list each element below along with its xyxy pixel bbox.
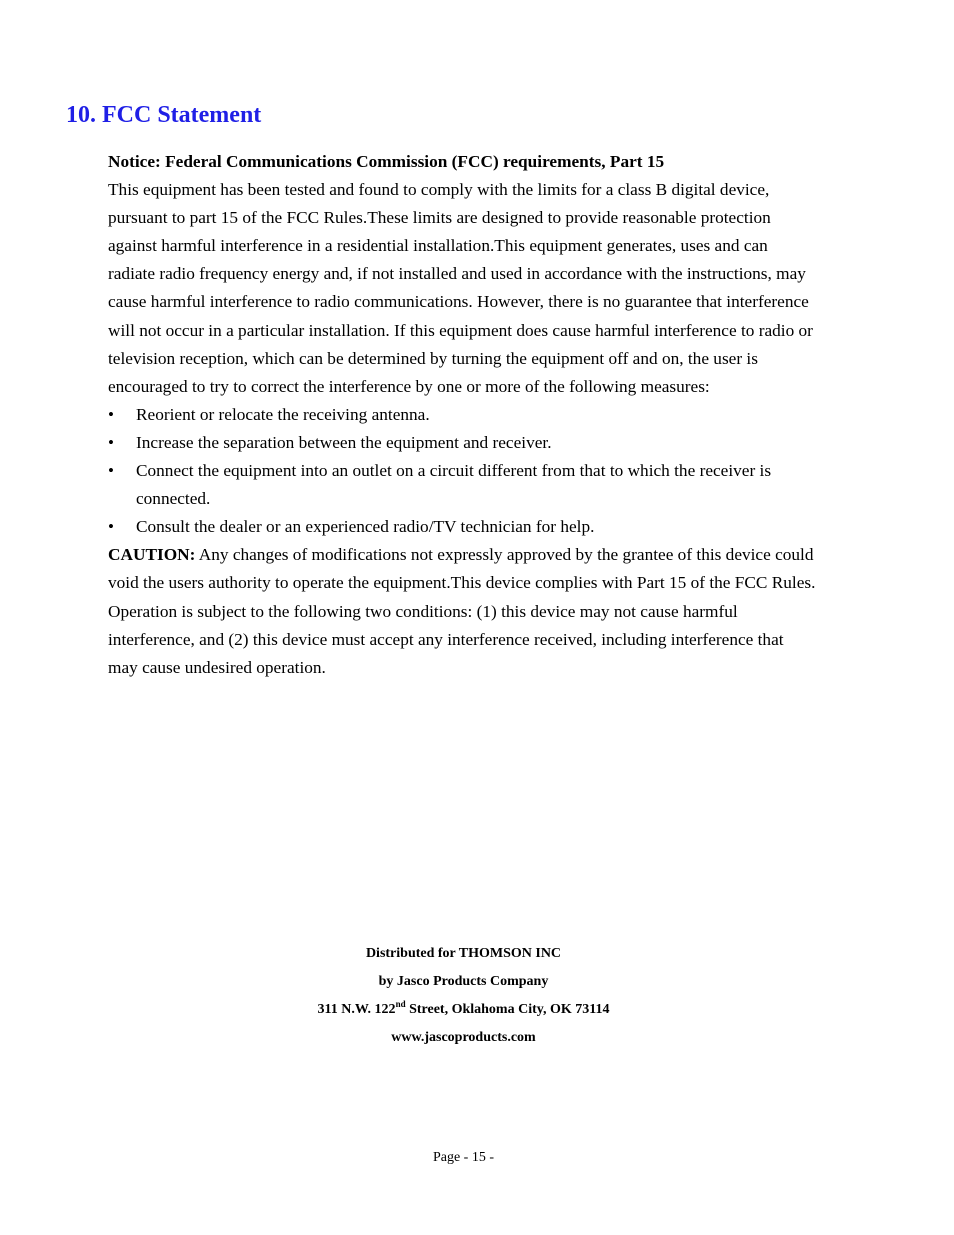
distributor-footer (0, 940, 927, 1052)
address-street-number: 311 N.W. 122 (317, 1002, 396, 1017)
caution-text: Any changes of modifications not expressly approved by the grantee of this device could (195, 545, 814, 565)
caution-line: may cause undesired operation. (108, 657, 326, 677)
intro-paragraph (108, 176, 868, 401)
caution-line: Operation is subject to the following two conditions: (1) this device may not cause harmful (108, 601, 738, 621)
distributed-for: Distributed for THOMSON INC (365, 946, 562, 961)
address-city: Street, Oklahoma City, OK 73114 (405, 1002, 610, 1017)
intro-line: radiate radio frequency energy and, if not installed and used in accordance with the instructions, may (108, 264, 806, 284)
list-item-text: Reorient or relocate the receiving antenna. (136, 404, 430, 424)
bullet-icon: • (108, 461, 114, 481)
measures-list (108, 401, 868, 541)
address-ordinal: nd (395, 999, 406, 1009)
intro-line: encouraged to try to correct the interference by one or more of the following measures: (108, 376, 710, 396)
bullet-icon: • (108, 432, 114, 452)
bullet-icon: • (108, 404, 114, 424)
intro-line: cause harmful interference to radio communications. However, there is no guarantee that interference (108, 292, 809, 312)
list-item (108, 401, 868, 429)
caution-line: void the users authority to operate the equipment.This device complies with Part 15 of the FCC Rules. (108, 573, 816, 593)
caution-first-line (108, 541, 868, 569)
bullet-icon: • (108, 517, 114, 537)
notice-title: Notice: Federal Communications Commission (FCC) requirements, Part 15 (108, 152, 665, 171)
list-item-text: Connect the equipment into an outlet on a circuit different from that to which the receiver is (136, 461, 772, 481)
list-item (108, 457, 868, 513)
list-item (108, 429, 868, 457)
caution-label: CAUTION: (108, 545, 196, 565)
fcc-statement-body (108, 148, 868, 682)
list-item (108, 513, 868, 541)
list-item-text: Consult the dealer or an experienced radio/TV technician for help. (136, 517, 595, 537)
intro-line: will not occur in a particular installation. If this equipment does cause harmful interference to radio or (108, 320, 813, 340)
company-website: www.jascoproducts.com (391, 1030, 536, 1045)
intro-line: pursuant to part 15 of the FCC Rules.These limits are designed to provide reasonable protection (108, 208, 771, 228)
caution-paragraph (108, 541, 868, 681)
section-heading: 10. FCC Statement (66, 102, 262, 128)
list-item-text: Increase the separation between the equipment and receiver. (136, 432, 552, 452)
intro-line: This equipment has been tested and found to comply with the limits for a class B digital device, (108, 180, 770, 200)
intro-line: against harmful interference in a residential installation.This equipment generates, uses and can (108, 236, 768, 256)
company-address (0, 996, 927, 1024)
caution-line: interference, and (2) this device must accept any interference received, including interference that (108, 629, 784, 649)
intro-line: television reception, which can be determined by turning the equipment off and on, the user is (108, 348, 758, 368)
company-name: by Jasco Products Company (378, 974, 549, 989)
list-item-text: connected. (136, 489, 211, 509)
page-number: Page - 15 - (432, 1150, 495, 1165)
